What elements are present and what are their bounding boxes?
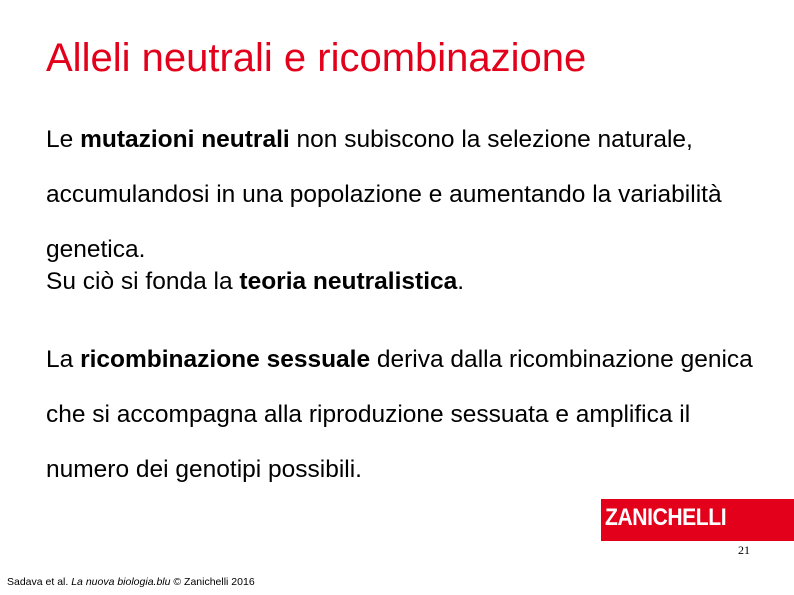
- paragraph-neutral-mutations: [46, 112, 776, 277]
- bold-term: teoria neutralistica: [239, 268, 458, 295]
- logo-text: ZANICHELLI: [605, 504, 727, 531]
- paragraph-text: .: [457, 268, 465, 295]
- paragraph-text: Le: [46, 126, 81, 153]
- footer-publisher: © Zanichelli 2016: [170, 576, 255, 588]
- footer-authors: Sadava et al.: [7, 576, 72, 588]
- footer-credit: [7, 576, 255, 588]
- zanichelli-logo: [601, 499, 794, 541]
- page-number: 21: [738, 543, 750, 557]
- bold-term: mutazioni neutrali: [80, 126, 290, 153]
- paragraph-neutral-theory: [46, 254, 776, 309]
- paragraph-text: non subiscono la selezione naturale, accumulandosi in una popolazione e aumentando la variabilità genetica.: [46, 126, 722, 263]
- slide-title: Alleli neutrali e ricombinazione: [46, 36, 587, 80]
- paragraph-text: Su ciò si fonda la: [46, 268, 240, 295]
- paragraph-sexual-recombination: [46, 332, 776, 497]
- paragraph-text: La: [46, 346, 81, 373]
- paragraph-text: deriva dalla ricombinazione genica che si accompagna alla riproduzione sessuata e amplifica il numero dei genotipi possibili.: [46, 346, 753, 483]
- bold-term: ricombinazione sessuale: [80, 346, 371, 373]
- footer-book-title: La nuova biologia.blu: [71, 576, 171, 588]
